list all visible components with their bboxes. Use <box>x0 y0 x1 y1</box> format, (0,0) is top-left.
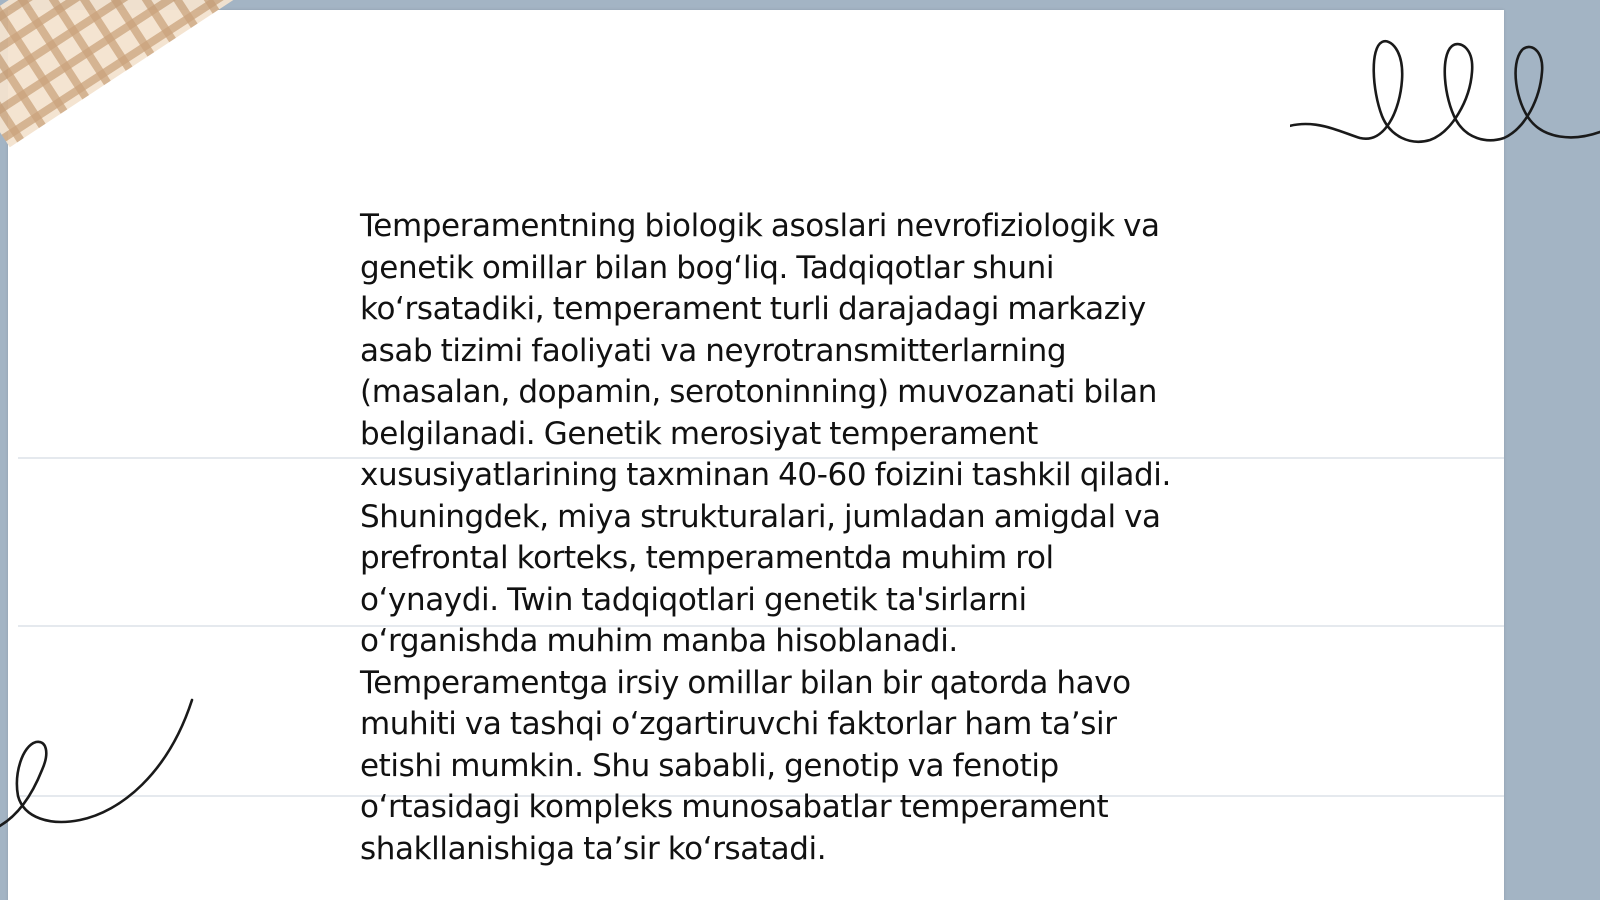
body-text-line: shakllanishiga ta’sir ko‘rsatadi. <box>360 830 827 867</box>
body-text-line: ko‘rsatadiki, temperament turli darajadagi markaziy <box>360 291 1146 327</box>
loop-swirl-doodle <box>1290 20 1600 170</box>
body-text-line: belgilanadi. Genetik merosiyat temperament <box>360 415 1038 452</box>
body-text-line: asab tizimi faoliyati va neyrotransmitterlarning <box>360 332 1067 369</box>
body-text-line: Shuningdek, miya strukturalari, jumladan amigdal va <box>360 498 1161 535</box>
body-text-line: Temperamentning biologik asoslari nevrofiziologik va <box>360 208 1160 244</box>
body-text-line: genetik omillar bilan bog‘liq. Tadqiqotlar shuni <box>360 249 1055 286</box>
body-text-line: o‘ynaydi. Twin tadqiqotlari genetik ta'sirlarni <box>360 581 1027 618</box>
body-text-line: prefrontal korteks, temperamentda muhim rol <box>360 540 1054 576</box>
loop-swirl-doodle <box>0 690 200 850</box>
body-text-line: o‘rtasidagi kompleks munosabatlar temperament <box>360 789 1109 825</box>
body-text-line: (masalan, dopamin, serotoninning) muvozanati bilan <box>360 374 1157 410</box>
body-text-line: o‘rganishda muhim manba hisoblanadi. <box>360 623 958 659</box>
body-text <box>360 206 1240 870</box>
body-text-line: etishi mumkin. Shu sababli, genotip va fenotip <box>360 747 1059 784</box>
body-text-line: muhiti va tashqi o‘zgartiruvchi faktorlar ham ta’sir <box>360 706 1117 742</box>
body-text-line: Temperamentga irsiy omillar bilan bir qatorda havo <box>360 664 1131 701</box>
body-text-line: xususiyatlarining taxminan 40-60 foizini tashkil qiladi. <box>360 457 1171 493</box>
